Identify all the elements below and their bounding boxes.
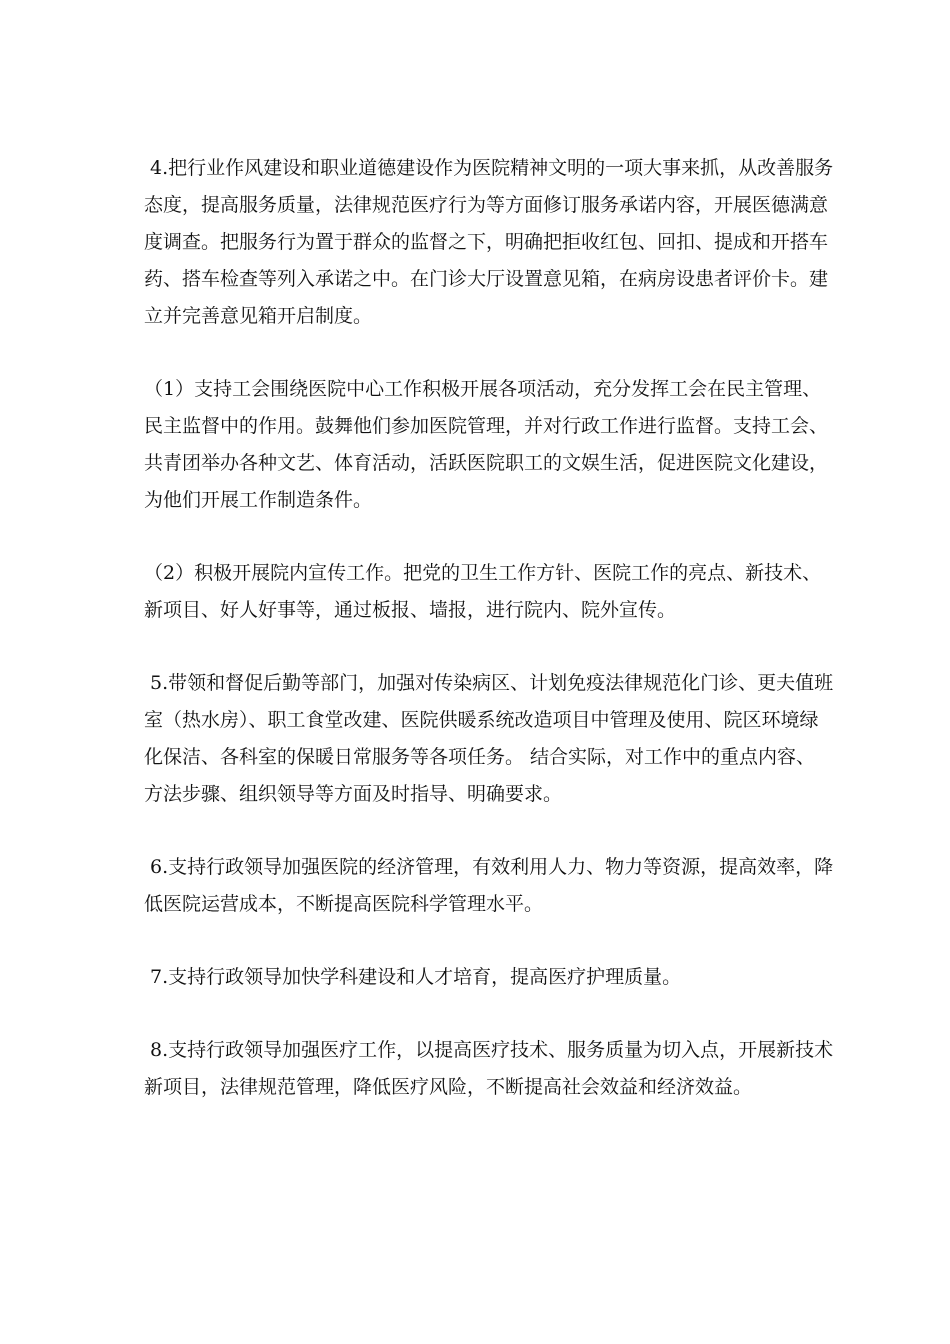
paragraph-sub-1: （1）支持工会围绕医院中心工作积极开展各项活动，充分发挥工会在民主管理、民主监督中的作用。鼓舞他们参加医院管理，并对行政工作进行监督。支持工会、共青团举办各种文艺、体育活动，活跃医院职工的文娱生活，促进医院文化建设， 为他们开展工作制造条件。 [144,378,829,511]
paragraph-sub-2: （2）积极开展院内宣传工作。把党的卫生工作方针、医院工作的亮点、新技术、新项目、好人好事等，通过板报、墙报，进行院内、院外宣传。 [144,562,822,621]
paragraph-item-5: 5.带领和督促后勤等部门，加强对传染病区、计划免疫法律规范化门诊、更夫值班室（热水房）、职工食堂改建、医院供暖系统改造项目中管理及使用、院区环境绿化保洁、各科室的保暖日常服务等各项任务。 结合实际，对工作中的重点内容、方法步骤、组织领导等方面及时指导、明确要求。 [144,672,834,805]
paragraph-item-4: 4.把行业作风建设和职业道德建设作为医院精神文明的一项大事来抓，从改善服务态度，提高服务质量，法律规范医疗行为等方面修订服务承诺内容，开展医德满意度调查。把服务行为置于群众的监督之下，明确把拒收红包、回扣、提成和开搭车药、搭车检查等列入承诺之中。在门诊大厅设置意见箱，在病房设患者评价卡。建立并完善意见箱开启制度。 [144,157,834,327]
paragraph-item-8: 8.支持行政领导加强医疗工作，以提高医疗技术、服务质量为切入点，开展新技术新项目，法律规范管理，降低医疗风险，不断提高社会效益和经济效益。 [144,1039,834,1098]
document-body [144,150,834,1142]
paragraph-item-6: 6.支持行政领导加强医院的经济管理，有效利用人力、物力等资源，提高效率，降低医院运营成本，不断提高医院科学管理水平。 [144,856,834,915]
paragraph-item-7: 7.支持行政领导加快学科建设和人才培育，提高医疗护理质量。 [150,966,682,988]
